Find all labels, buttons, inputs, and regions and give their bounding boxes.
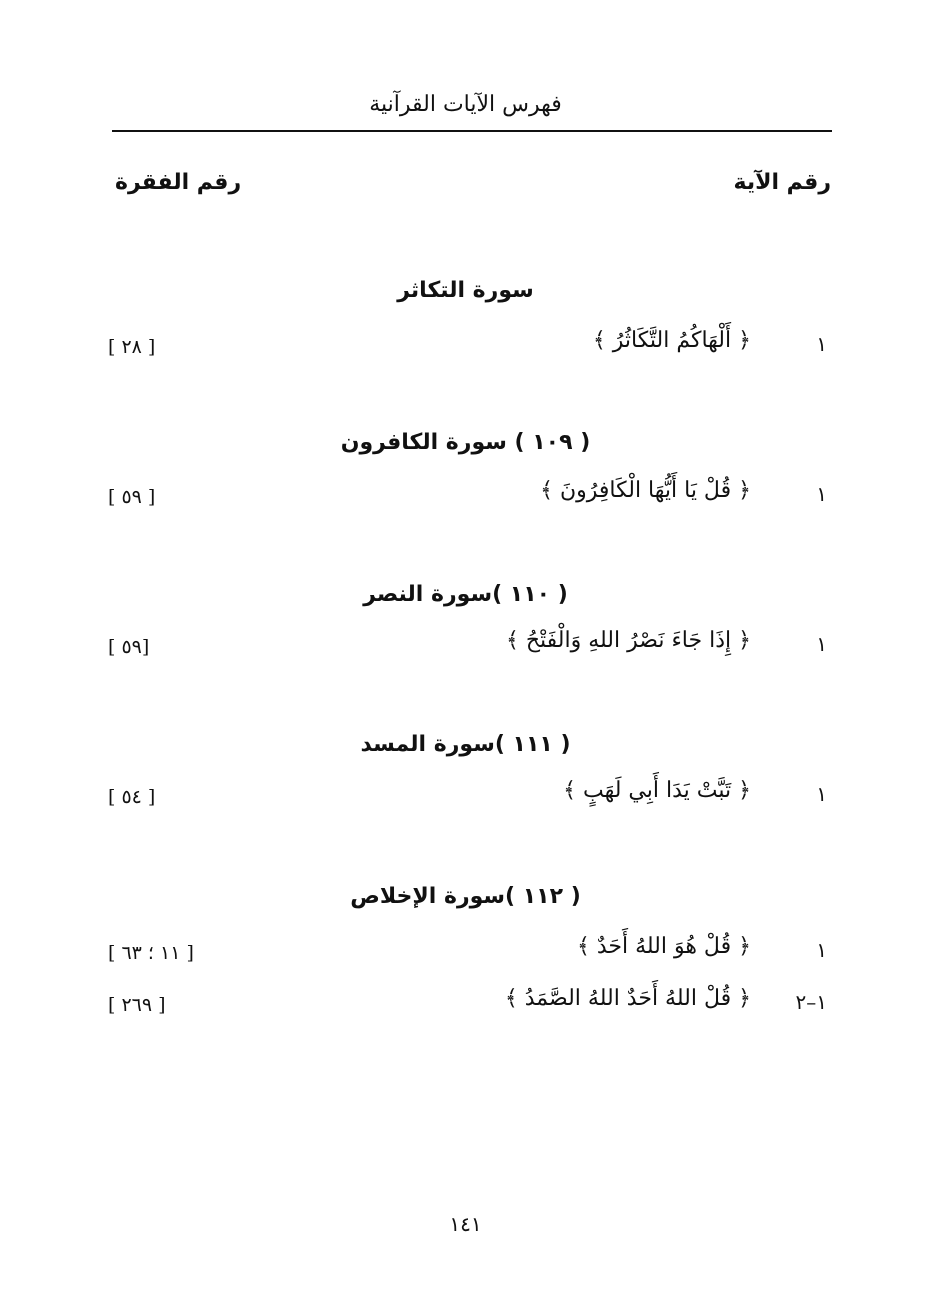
- header-rule: [112, 130, 832, 132]
- verse-text: ﴿ تَبَّتْ يَدَا أَبِي لَهَبٍ ﴾: [563, 778, 751, 803]
- ayah-number: ١–٢: [795, 990, 827, 1014]
- paragraph-reference: [ ١١ ؛ ٦٣ ]: [108, 942, 194, 964]
- ayah-number: ١: [816, 632, 827, 656]
- verse-text: ﴿ أَلْهَاكُمُ التَّكَاثُرُ ﴾: [592, 328, 751, 353]
- surah-title: ( ١١١ )سورة المسد: [360, 732, 571, 757]
- ayah-number: ١: [816, 782, 827, 806]
- verse-text: ﴿ قُلْ هُوَ اللهُ أَحَدٌ ﴾: [576, 934, 751, 959]
- verse-text: ﴿ إِذَا جَاءَ نَصْرُ اللهِ وَالْفَتْحُ ﴾: [505, 628, 751, 653]
- paragraph-reference: [ ٥٩]: [108, 636, 150, 658]
- ayah-number: ١: [816, 938, 827, 962]
- column-heading-paragraph-number: رقم الفقرة: [115, 170, 242, 195]
- surah-title: ( ١١٢ )سورة الإخلاص: [350, 884, 581, 909]
- paragraph-reference: [ ٢٦٩ ]: [108, 994, 166, 1016]
- surah-title: ( ١٠٩ ) سورة الكافرون: [340, 430, 591, 455]
- page-number: ١٤١: [449, 1212, 482, 1236]
- verse-text: ﴿ قُلْ يَا أَيُّهَا الْكَافِرُونَ ﴾: [540, 478, 751, 503]
- ayah-number: ١: [816, 482, 827, 506]
- ayah-number: ١: [816, 332, 827, 356]
- surah-title: ( ١١٠ )سورة النصر: [363, 582, 568, 607]
- surah-title: سورة التكاثر: [397, 278, 534, 303]
- paragraph-reference: [ ٥٩ ]: [108, 486, 156, 508]
- column-heading-ayah-number: رقم الآية: [733, 170, 831, 195]
- running-title: فهرس الآيات القرآنية: [369, 92, 562, 117]
- verse-text: ﴿ قُلْ اللهُ أَحَدٌ اللهُ الصَّمَدُ ﴾: [504, 986, 751, 1011]
- paragraph-reference: [ ٥٤ ]: [108, 786, 156, 808]
- paragraph-reference: [ ٢٨ ]: [108, 336, 156, 358]
